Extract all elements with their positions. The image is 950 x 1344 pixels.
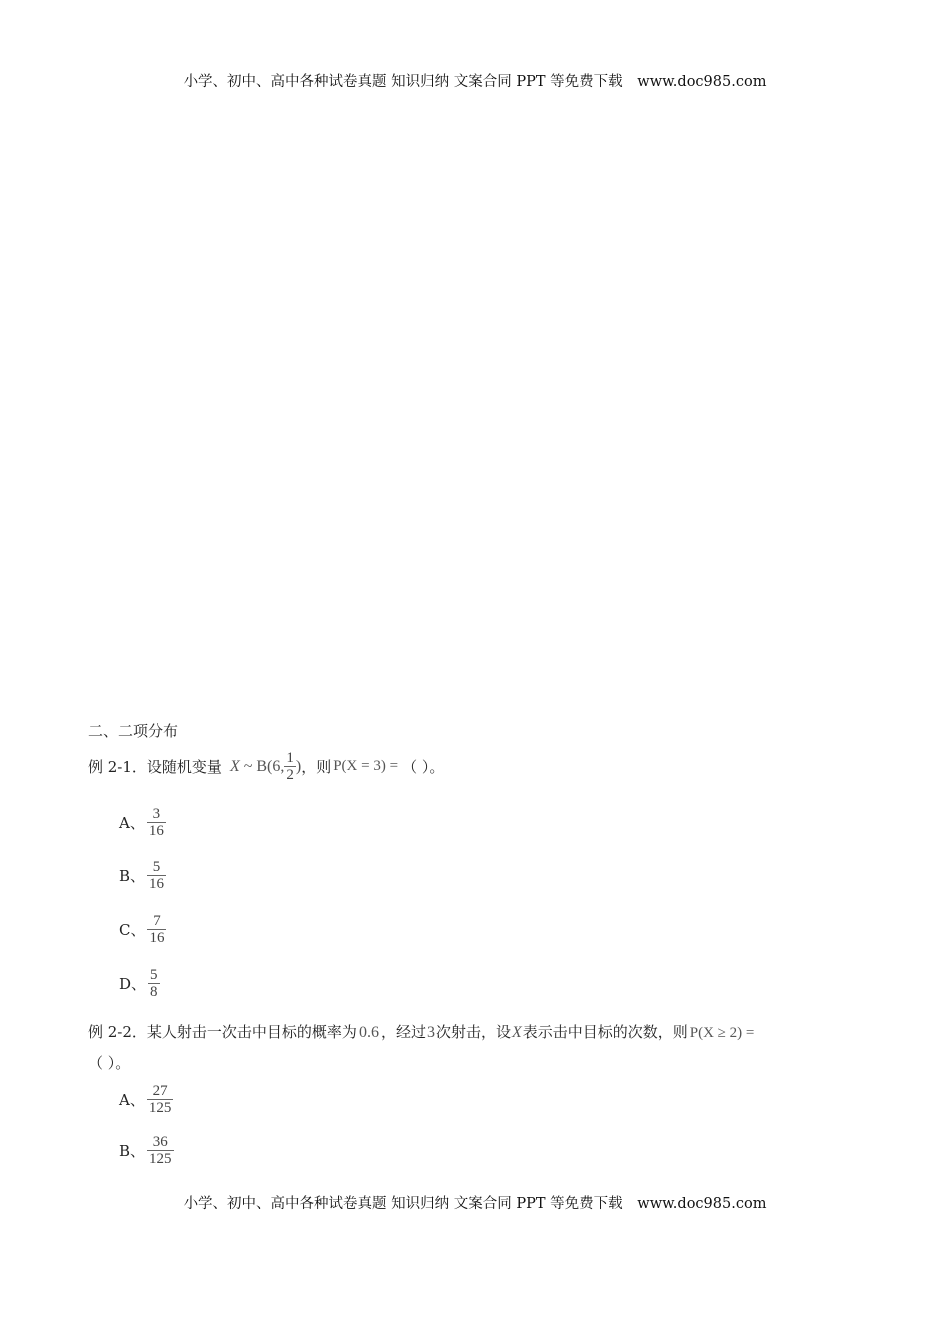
frac-den: 16: [149, 930, 165, 946]
frac-den: 16: [149, 876, 165, 892]
q2-n: 3: [426, 1024, 435, 1041]
option-fraction: [148, 967, 160, 1000]
q1-option-a: [119, 806, 166, 839]
q2-prob: P(X ≥ 2) =: [689, 1025, 755, 1041]
q2-option-a: [119, 1083, 173, 1116]
question-2-2: [88, 1021, 754, 1042]
q1-fraction: [284, 750, 296, 783]
frac-num: 7: [147, 913, 166, 930]
frac-num: 5: [150, 967, 158, 983]
q1-var: X: [229, 757, 240, 775]
page-header: [0, 70, 950, 91]
question-2-1: [88, 750, 444, 783]
header-text: 小学、初中、高中各种试卷真题 知识归纳 文案合同 PPT 等免费下载: [183, 74, 623, 90]
option-fraction: [147, 859, 166, 892]
option-fraction: [147, 1083, 174, 1116]
option-label: A、: [119, 814, 145, 832]
option-label: A、: [119, 1091, 145, 1109]
footer-text: 小学、初中、高中各种试卷真题 知识归纳 文案合同 PPT 等免费下载: [183, 1196, 623, 1212]
option-label: B、: [119, 867, 146, 885]
section-title: 二、二项分布: [88, 722, 179, 740]
q1-dist: ~ B(6,: [243, 757, 285, 775]
frac-den: 16: [148, 823, 164, 839]
q1-paren: （ ）。: [402, 758, 445, 776]
q2-option-b: [119, 1134, 174, 1167]
header-url[interactable]: www.doc985.com: [637, 74, 767, 90]
option-label: D、: [119, 975, 147, 993]
q1-close: ): [295, 757, 302, 775]
frac-num: 36: [147, 1134, 174, 1151]
frac-den: 125: [149, 1151, 172, 1167]
footer-url[interactable]: www.doc985.com: [637, 1196, 767, 1212]
q2-prefix: 例 2-2．某人射击一次击中目标的概率为: [88, 1023, 357, 1041]
q1-frac-den: 2: [286, 767, 294, 783]
q2-mid2: 次射击，设: [435, 1023, 511, 1041]
option-fraction: [147, 1134, 174, 1167]
q2-paren: （ ）。: [88, 1054, 131, 1072]
frac-num: 3: [147, 806, 166, 823]
option-label: C、: [119, 921, 146, 939]
q1-option-c: [119, 913, 166, 946]
page-footer: [0, 1192, 950, 1213]
option-fraction: [147, 806, 166, 839]
q1-option-b: [119, 859, 166, 892]
option-label: B、: [119, 1142, 146, 1160]
frac-num: 5: [147, 859, 166, 876]
q2-mid1: ，经过: [380, 1023, 426, 1041]
q2-p: 0.6: [358, 1024, 379, 1041]
q1-option-d: [119, 967, 160, 1000]
q1-then: ，则: [301, 758, 332, 776]
q1-frac-num: 1: [286, 750, 294, 766]
q1-prob: P(X = 3) =: [333, 758, 399, 774]
frac-den: 8: [150, 984, 158, 1000]
q2-mid3: 表示击中目标的次数，则: [522, 1023, 688, 1041]
option-fraction: [147, 913, 166, 946]
frac-den: 125: [148, 1100, 172, 1116]
q2-var: X: [511, 1024, 522, 1041]
q1-prefix: 例 2-1．设随机变量: [88, 758, 222, 776]
frac-num: 27: [147, 1083, 174, 1100]
